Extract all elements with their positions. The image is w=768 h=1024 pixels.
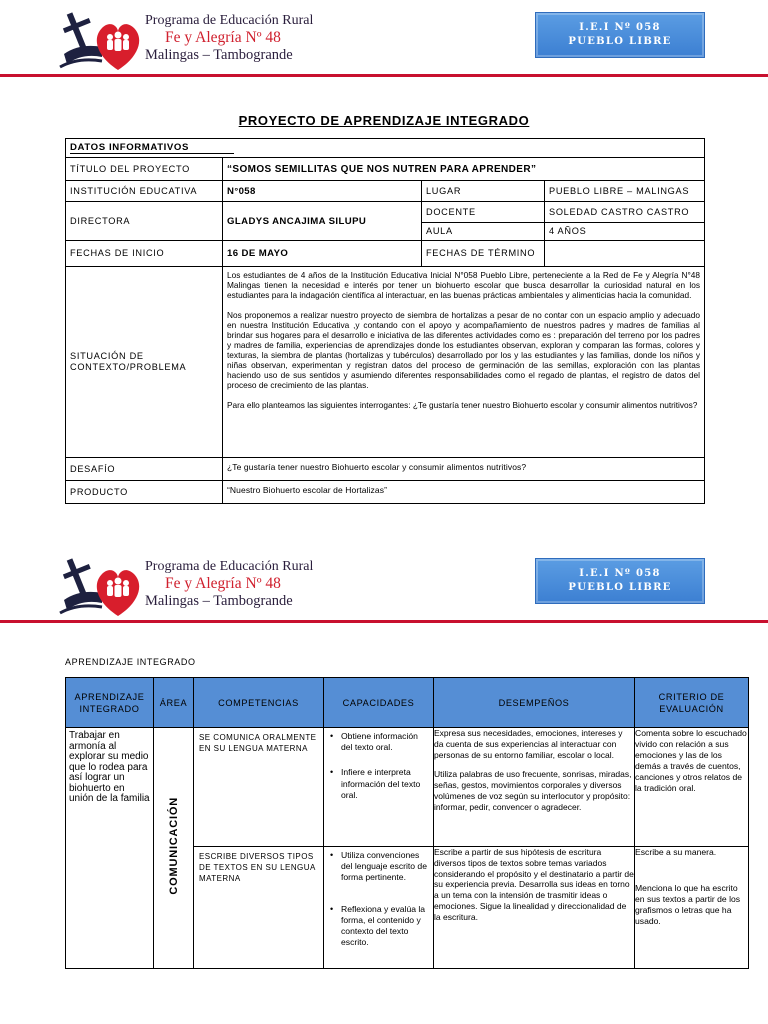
capacidad-text: Infiere e interpreta información del texto oral.: [341, 767, 421, 800]
titulo-value: “SOMOS SEMILLITAS QUE NOS NUTREN PARA APRENDER”: [223, 158, 705, 181]
school-badge-line1: I.E.I Nº 058: [579, 22, 661, 33]
fecha-termino-label: FECHAS DE TÉRMINO: [422, 241, 545, 267]
desafio-value: ¿Te gustaría tener nuestro Biohuerto escolar y consumir alimentos nutritivos?: [223, 458, 705, 481]
school-badge-line1: I.E.I Nº 058: [579, 568, 661, 579]
bullet-icon: •: [330, 767, 334, 778]
program-name: Programa de Educación Rural: [145, 559, 314, 574]
column-header: CRITERIO DE EVALUACIÓN: [635, 678, 749, 728]
bullet-icon: •: [330, 850, 334, 860]
program-name: Programa de Educación Rural: [145, 13, 314, 28]
producto-label: PRODUCTO: [66, 481, 223, 504]
desempenos-cell: [434, 728, 635, 847]
table-row: [66, 139, 705, 158]
institucion-value: N°058: [223, 181, 422, 202]
school-badge: [535, 12, 705, 58]
list-item: [330, 767, 429, 801]
lugar-value: PUEBLO LIBRE – MALINGAS: [545, 181, 705, 202]
desempeno-text: Utiliza palabras de uso frecuente, sonrisas, miradas, señas, gestos, movimientos corporales y diversos volúmenes de voz según su interlocutor y propósito: informar, pedir, convencer o agradecer.: [434, 769, 632, 812]
area-label: COMUNICACIÓN: [167, 796, 180, 895]
page1-header: [0, 0, 768, 80]
capacidades-cell: [324, 728, 434, 847]
header-divider: [0, 620, 768, 623]
page-title: PROYECTO DE APRENDIZAJE INTEGRADO: [238, 113, 530, 128]
table-row: [66, 241, 705, 267]
aula-label: AULA: [422, 223, 545, 241]
capacidad-text: Reflexiona y evalúa la forma, el contenido y contexto del texto escrito.: [341, 903, 426, 948]
table-row: [66, 481, 705, 504]
situacion-paragraph: Los estudiantes de 4 años de la Institución Educativa Inicial N°058 Pueblo Libre, perteneciente a la Red de Fe y Alegría N°48 Malingas tienen la necesidad e interés por tener un biohuerto escolar que busca desarrollar la curiosidad natural en los estudiantes para la indagación científica al interactuar, en las buenas prácticas ambientales y alimenticias hacia la comunidad.: [227, 270, 700, 300]
situacion-paragraph: Nos proponemos a realizar nuestro proyecto de siembra de hortalizas a pesar de no contar con un espacio amplio y adecuado en nuestra Institución Educativa ,y contando con el apoyo y acompañamiento de nuestros padres y madres de familias al brindar sus hogares para el desarrollo e iniciativa de las diferentes actividades como es : preparación del terreno por los padres y madres de familia, experiencias de aprendizajes donde los estudiantes observan, exploran y comparan las formas, colores y texturas, la siembra de plantas (hortalizas y tubérculos) desarrollado por los y las estudiantes y las familias, donde los niños y niñas observan, experimentan y registran datos del proceso de germinación de las semillas, exploración con las plantas haciendo uso de sus sentidos y asumiendo diferentes responsabilidades como el regado de plantas, el registro de datos del proceso de crecimiento de las plantas.: [227, 310, 700, 390]
column-header: APRENDIZAJE INTEGRADO: [66, 678, 154, 728]
bullet-icon: •: [330, 903, 334, 914]
list-item: [330, 731, 429, 753]
table-row: [66, 202, 705, 223]
aprendizaje-integrado-table: [65, 677, 749, 969]
page2-header: [0, 546, 768, 626]
cross-icon: [60, 558, 102, 613]
school-badge-line2: PUEBLO LIBRE: [568, 582, 672, 593]
lugar-label: LUGAR: [422, 181, 545, 202]
school-badge-line2: PUEBLO LIBRE: [568, 36, 672, 47]
directora-value: GLADYS ANCAJIMA SILUPU: [223, 202, 422, 241]
network-name: Fe y Alegría Nº 48: [165, 575, 281, 592]
criterio-cell: [635, 847, 749, 969]
aula-value: 4 AÑOS: [545, 223, 705, 241]
list-item: [330, 904, 429, 949]
capacidades-cell: [324, 847, 434, 969]
fecha-termino-value: [545, 241, 705, 267]
column-header: ÁREA: [154, 678, 194, 728]
desafio-label: DESAFÍO: [66, 458, 223, 481]
heart-icon: [97, 570, 139, 616]
competencia-cell: [194, 728, 324, 847]
datos-informativos-table: [65, 138, 705, 504]
column-header: DESEMPEÑOS: [434, 678, 635, 728]
producto-value: “Nuestro Biohuerto escolar de Hortalizas”: [223, 481, 705, 504]
section-label: APRENDIZAJE INTEGRADO: [65, 657, 196, 667]
list-item: [330, 850, 429, 884]
table-row: [66, 728, 749, 847]
titulo-label: TÍTULO DEL PROYECTO: [66, 158, 223, 181]
situacion-text: [227, 267, 700, 453]
criterio-text: Escribe a su manera.: [635, 847, 717, 857]
table-row: [66, 158, 705, 181]
fe-y-alegria-logo-icon: [58, 6, 144, 74]
competencia-text: ESCRIBE DIVERSOS TIPOS DE TEXTOS EN SU LENGUA MATERNA: [199, 852, 316, 883]
criterio-text: Comenta sobre lo escuchado vivido con relación a sus emociones y las de los demás a través de cuentos, canciones y otros relatos de la tradición oral.: [635, 728, 747, 793]
desempeno-text: Escribe a partir de sus hipótesis de escritura diversos tipos de textos sobre temas variados considerando el propósito y el destinatario a partir de su experiencia previa. Desarrolla sus ideas en torno a un tema con la intensión de trasmitir ideas o emociones. Sigue la linealidad y direccionalidad de la escritura.: [434, 847, 634, 922]
location-name: Malingas – Tambogrande: [145, 593, 293, 609]
competencia-cell: [194, 847, 324, 969]
fecha-inicio-label: FECHAS DE INICIO: [66, 241, 223, 267]
fecha-inicio-value: 16 DE MAYO: [223, 241, 422, 267]
table-row: [66, 458, 705, 481]
location-name: Malingas – Tambogrande: [145, 47, 293, 63]
bullet-icon: •: [330, 731, 334, 741]
criterio-text: Menciona lo que ha escrito en sus textos a partir de los grafismos o letras que ha usado.: [635, 883, 741, 926]
desempeno-text: Expresa sus necesidades, emociones, intereses y da cuenta de sus experiencias al interactuar con personas de su entorno familiar, escolar o local.: [434, 728, 623, 760]
header-divider: [0, 74, 768, 77]
heart-icon: [97, 24, 139, 70]
area-cell: [154, 728, 194, 969]
aprendizaje-cell: [66, 728, 154, 969]
aprendizaje-text: Trabajar en armonía al explorar su medio que lo rodea para así lograr un biohuerto en unión de la familia: [69, 730, 150, 804]
column-header: COMPETENCIAS: [194, 678, 324, 728]
table-row: [66, 267, 705, 458]
directora-label: DIRECTORA: [66, 202, 223, 241]
network-name: Fe y Alegría Nº 48: [165, 29, 281, 46]
capacidades-list: [324, 728, 433, 801]
situacion-paragraph: Para ello planteamos las siguientes interrogantes: ¿Te gustaría tener nuestro Biohuerto escolar y consumir alimentos nutritivos?: [227, 400, 698, 410]
situacion-label: [66, 267, 223, 458]
docente-label: DOCENTE: [422, 202, 545, 223]
capacidades-list: [324, 847, 433, 948]
docente-value: SOLEDAD CASTRO CASTRO: [545, 202, 705, 223]
situacion-label-line: SITUACIÓN DE: [70, 351, 144, 361]
criterio-cell: [635, 728, 749, 847]
capacidad-text: Obtiene información del texto oral.: [341, 731, 418, 753]
datos-heading-cell: [66, 139, 705, 158]
desempenos-cell: [434, 847, 635, 969]
datos-heading: DATOS INFORMATIVOS: [70, 142, 234, 154]
situacion-label-line: CONTEXTO/PROBLEMA: [70, 362, 187, 372]
school-badge: [535, 558, 705, 604]
table-row: [66, 181, 705, 202]
column-header: CAPACIDADES: [324, 678, 434, 728]
competencia-text: SE COMUNICA ORALMENTE EN SU LENGUA MATERNA: [199, 733, 317, 753]
cross-icon: [60, 12, 102, 67]
fe-y-alegria-logo-icon: [58, 552, 144, 620]
capacidad-text: Utiliza convenciones del lenguaje escrito de forma pertinente.: [341, 850, 427, 883]
situacion-value: [223, 267, 705, 458]
table-header-row: [66, 678, 749, 728]
institucion-label: INSTITUCIÓN EDUCATIVA: [66, 181, 223, 202]
